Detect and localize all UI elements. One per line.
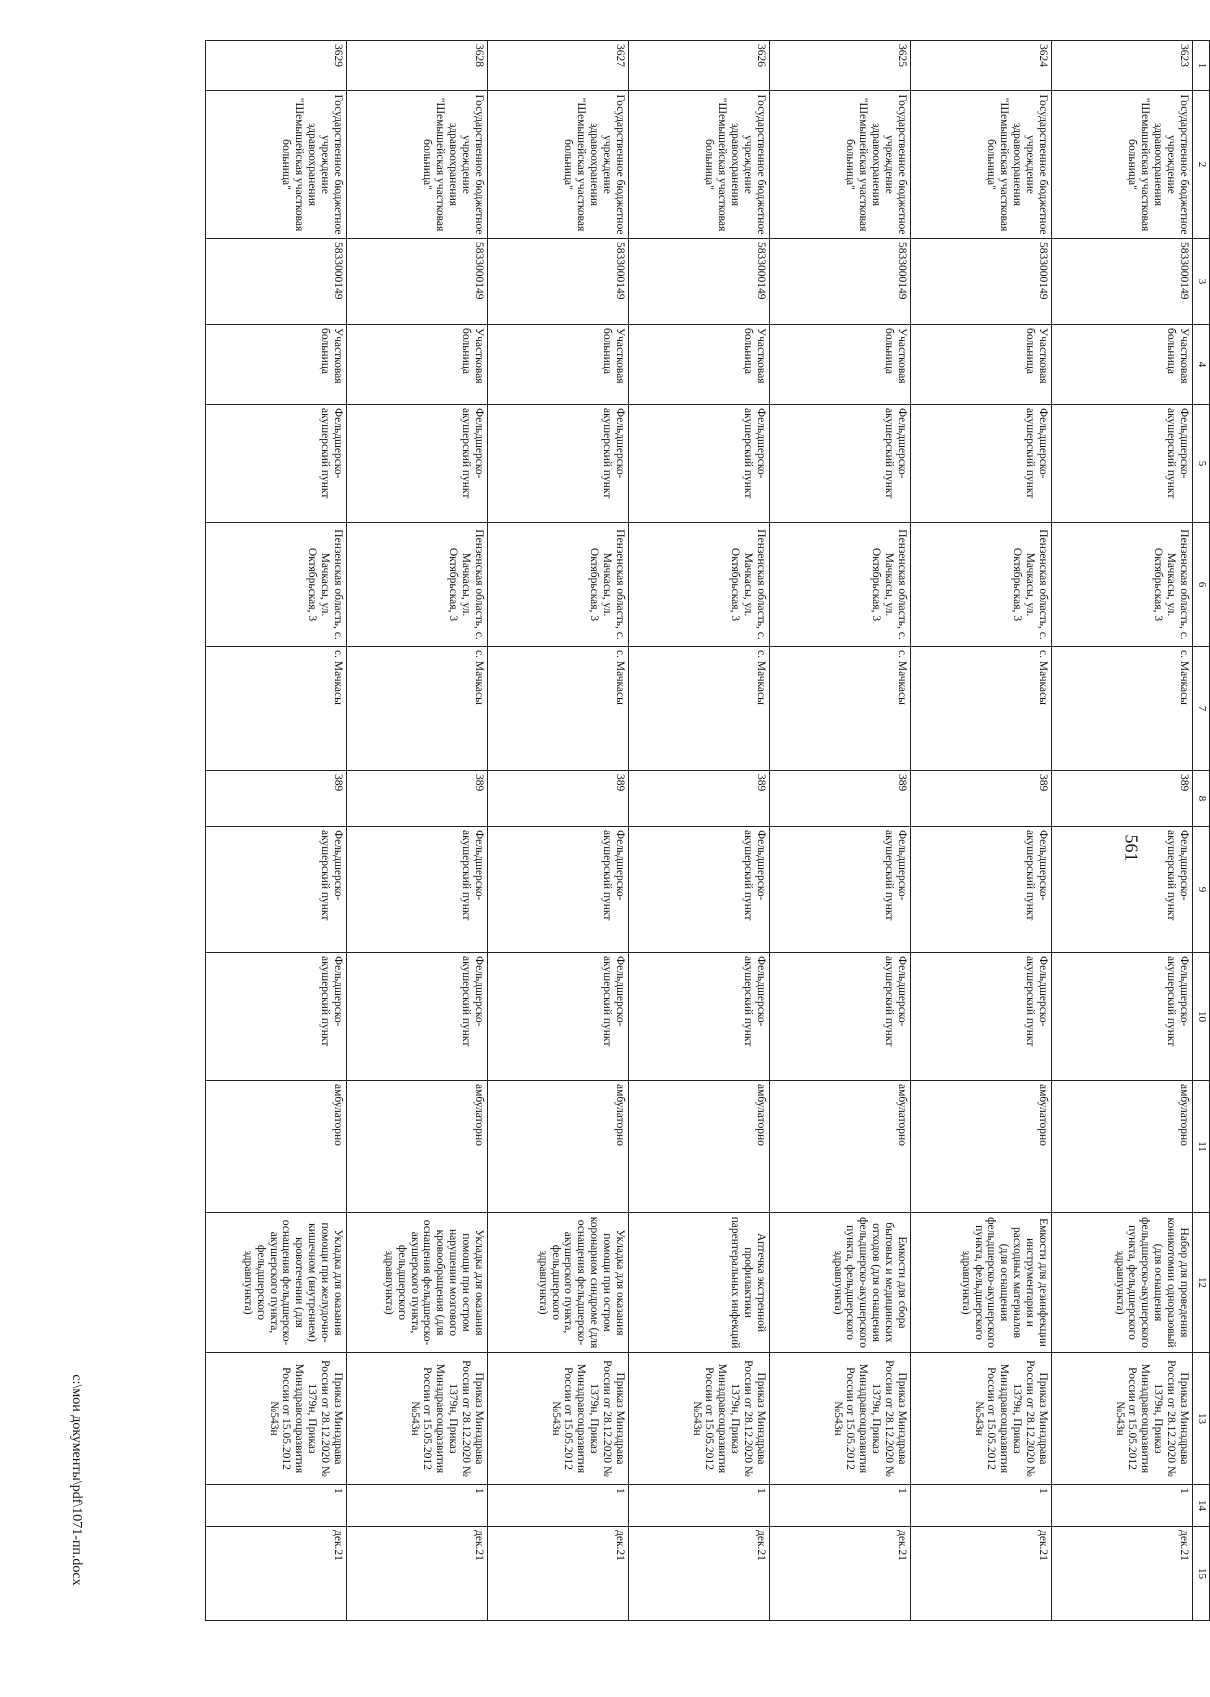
col-number: 9	[1193, 827, 1210, 953]
table-row	[347, 41, 488, 1621]
footer-file-path: c:\мои документы\pdf\1071-пп.docx	[69, 1374, 84, 1586]
cell-care-form: амбулаторно	[770, 1081, 911, 1213]
cell-address: Пензенская область, с. Мачкасы, ул. Октябрьская, 3	[770, 523, 911, 647]
cell-organization-type: Участковая больница	[347, 325, 488, 405]
table-row	[770, 41, 911, 1621]
cell-population: 389	[911, 771, 1052, 827]
cell-regulation: Приказ Минздрава России от 28.12.2020 № 1379н, Приказ Минздравсоцразвития России от 15.05.2012 №543н	[347, 1353, 488, 1485]
cell-equipment-name: Укладка для оказания помощи при остром нарушении мозгового кровообращения (для оснащения фельдшерско-акушерского пункта, фельдшерского здравпункта)	[347, 1213, 488, 1353]
cell-quantity: 1	[206, 1485, 347, 1527]
cell-settlement: с. Мачкасы	[911, 647, 1052, 771]
cell-organization-name: Государственное бюджетное учреждение здравоохранения "Шемышейская участковая больница"	[347, 91, 488, 239]
cell-organization-type: Участковая больница	[1052, 325, 1193, 405]
cell-organization-name: Государственное бюджетное учреждение здравоохранения "Шемышейская участковая больница"	[911, 91, 1052, 239]
cell-organization-type: Участковая больница	[770, 325, 911, 405]
cell-population: 389	[488, 771, 629, 827]
cell-address: Пензенская область, с. Мачкасы, ул. Октябрьская, 3	[629, 523, 770, 647]
cell-facility-kind: Фельдшерско-акушерский пункт	[206, 953, 347, 1081]
col-number: 13	[1193, 1353, 1210, 1485]
cell-facility-type: Фельдшерско-акушерский пункт	[488, 827, 629, 953]
col-number: 1	[1193, 41, 1210, 91]
cell-care-form: амбулаторно	[347, 1081, 488, 1213]
cell-quantity: 1	[911, 1485, 1052, 1527]
cell-regulation: Приказ Минздрава России от 28.12.2020 № 1379н, Приказ Минздравсоцразвития России от 15.05.2012 №543н	[1052, 1353, 1193, 1485]
cell-organization-name: Государственное бюджетное учреждение здравоохранения "Шемышейская участковая больница"	[206, 91, 347, 239]
cell-facility-type: Фельдшерско-акушерский пункт	[629, 827, 770, 953]
cell-deadline: дек.21	[347, 1527, 488, 1621]
cell-settlement: с. Мачкасы	[1052, 647, 1193, 771]
cell-row-number: 3627	[488, 41, 629, 91]
cell-subdivision: Фельдшерско-акушерский пункт	[488, 405, 629, 523]
table-row	[629, 41, 770, 1621]
cell-care-form: амбулаторно	[629, 1081, 770, 1213]
cell-inn: 5833000149	[1052, 239, 1193, 325]
cell-address: Пензенская область, с. Мачкасы, ул. Октябрьская, 3	[911, 523, 1052, 647]
col-number: 12	[1193, 1213, 1210, 1353]
page-number: 561	[1121, 834, 1142, 862]
landscape-page	[176, 40, 1210, 1620]
cell-equipment-name: Емкости для сбора бытовых и медицинских отходов (для оснащения фельдшерско-акушерского пункта, фельдшерского здравпункта)	[770, 1213, 911, 1353]
column-number-row	[1193, 41, 1210, 1621]
cell-regulation: Приказ Минздрава России от 28.12.2020 № 1379н, Приказ Минздравсоцразвития России от 15.05.2012 №543н	[488, 1353, 629, 1485]
cell-deadline: дек.21	[770, 1527, 911, 1621]
cell-deadline: дек.21	[488, 1527, 629, 1621]
cell-facility-kind: Фельдшерско-акушерский пункт	[770, 953, 911, 1081]
cell-subdivision: Фельдшерско-акушерский пункт	[206, 405, 347, 523]
col-number: 8	[1193, 771, 1210, 827]
cell-care-form: амбулаторно	[206, 1081, 347, 1213]
cell-care-form: амбулаторно	[911, 1081, 1052, 1213]
cell-subdivision: Фельдшерско-акушерский пункт	[770, 405, 911, 523]
col-number: 7	[1193, 647, 1210, 771]
table-row	[1052, 41, 1193, 1621]
cell-settlement: с. Мачкасы	[629, 647, 770, 771]
cell-quantity: 1	[770, 1485, 911, 1527]
cell-equipment-name: Емкости для дезинфекции инструментария и расходных материалов (для оснащения фельдшерско-акушерского пункта, фельдшерского здравпункта)	[911, 1213, 1052, 1353]
cell-settlement: с. Мачкасы	[770, 647, 911, 771]
cell-row-number: 3626	[629, 41, 770, 91]
cell-facility-type: Фельдшерско-акушерский пункт	[1052, 827, 1193, 953]
cell-organization-type: Участковая больница	[629, 325, 770, 405]
cell-inn: 5833000149	[911, 239, 1052, 325]
cell-inn: 5833000149	[488, 239, 629, 325]
cell-facility-kind: Фельдшерско-акушерский пункт	[488, 953, 629, 1081]
cell-organization-type: Участковая больница	[911, 325, 1052, 405]
cell-quantity: 1	[629, 1485, 770, 1527]
cell-quantity: 1	[1052, 1485, 1193, 1527]
cell-organization-name: Государственное бюджетное учреждение здравоохранения "Шемышейская участковая больница"	[1052, 91, 1193, 239]
cell-quantity: 1	[488, 1485, 629, 1527]
col-number: 6	[1193, 523, 1210, 647]
cell-inn: 5833000149	[770, 239, 911, 325]
cell-organization-name: Государственное бюджетное учреждение здравоохранения "Шемышейская участковая больница"	[629, 91, 770, 239]
cell-inn: 5833000149	[206, 239, 347, 325]
cell-population: 389	[629, 771, 770, 827]
table-row	[488, 41, 629, 1621]
cell-deadline: дек.21	[629, 1527, 770, 1621]
cell-address: Пензенская область, с. Мачкасы, ул. Октябрьская, 3	[347, 523, 488, 647]
cell-settlement: с. Мачкасы	[488, 647, 629, 771]
cell-organization-name: Государственное бюджетное учреждение здравоохранения "Шемышейская участковая больница"	[770, 91, 911, 239]
cell-population: 389	[1052, 771, 1193, 827]
cell-subdivision: Фельдшерско-акушерский пункт	[1052, 405, 1193, 523]
cell-settlement: с. Мачкасы	[206, 647, 347, 771]
cell-organization-type: Участковая больница	[488, 325, 629, 405]
cell-inn: 5833000149	[347, 239, 488, 325]
cell-deadline: дек.21	[206, 1527, 347, 1621]
cell-population: 389	[206, 771, 347, 827]
cell-facility-type: Фельдшерско-акушерский пункт	[770, 827, 911, 953]
cell-facility-kind: Фельдшерско-акушерский пункт	[1052, 953, 1193, 1081]
cell-equipment-name: Аптечка экстренной профилактики парентеральных инфекций	[629, 1213, 770, 1353]
cell-subdivision: Фельдшерско-акушерский пункт	[911, 405, 1052, 523]
cell-regulation: Приказ Минздрава России от 28.12.2020 № 1379н, Приказ Минздравсоцразвития России от 15.05.2012 №543н	[770, 1353, 911, 1485]
cell-equipment-name: Укладка для оказания помощи при желудочно-кишечном (внутреннем) кровотечении (для оснащения фельдшерско-акушерского пункта, фельдшерского здравпункта)	[206, 1213, 347, 1353]
cell-equipment-name: Укладка для оказания помощи при остром коронарном синдроме (для оснащения фельдшерско-акушерского пункта, фельдшерского здравпункта)	[488, 1213, 629, 1353]
cell-organization-name: Государственное бюджетное учреждение здравоохранения "Шемышейская участковая больница"	[488, 91, 629, 239]
cell-address: Пензенская область, с. Мачкасы, ул. Октябрьская, 3	[488, 523, 629, 647]
cell-address: Пензенская область, с. Мачкасы, ул. Октябрьская, 3	[206, 523, 347, 647]
col-number: 11	[1193, 1081, 1210, 1213]
cell-deadline: дек.21	[1052, 1527, 1193, 1621]
cell-facility-kind: Фельдшерско-акушерский пункт	[347, 953, 488, 1081]
cell-care-form: амбулаторно	[488, 1081, 629, 1213]
cell-facility-type: Фельдшерско-акушерский пункт	[347, 827, 488, 953]
cell-equipment-name: Набор для проведения коникотомии одноразовый (для оснащения фельдшерско-акушерского пункта, фельдшерского здравпункта)	[1052, 1213, 1193, 1353]
cell-organization-type: Участковая больница	[206, 325, 347, 405]
cell-quantity: 1	[347, 1485, 488, 1527]
table-row	[206, 41, 347, 1621]
cell-row-number: 3624	[911, 41, 1052, 91]
cell-deadline: дек.21	[911, 1527, 1052, 1621]
cell-regulation: Приказ Минздрава России от 28.12.2020 № 1379н, Приказ Минздравсоцразвития России от 15.05.2012 №543н	[206, 1353, 347, 1485]
col-number: 4	[1193, 325, 1210, 405]
cell-address: Пензенская область, с. Мачкасы, ул. Октябрьская, 3	[1052, 523, 1193, 647]
cell-row-number: 3629	[206, 41, 347, 91]
cell-subdivision: Фельдшерско-акушерский пункт	[629, 405, 770, 523]
col-number: 10	[1193, 953, 1210, 1081]
cell-population: 389	[770, 771, 911, 827]
cell-facility-type: Фельдшерско-акушерский пункт	[206, 827, 347, 953]
cell-regulation: Приказ Минздрава России от 28.12.2020 № 1379н, Приказ Минздравсоцразвития России от 15.05.2012 №543н	[629, 1353, 770, 1485]
col-number: 2	[1193, 91, 1210, 239]
table-rotation-frame	[176, 40, 1210, 1620]
col-number: 3	[1193, 239, 1210, 325]
cell-regulation: Приказ Минздрава России от 28.12.2020 № 1379н, Приказ Минздравсоцразвития России от 15.05.2012 №543н	[911, 1353, 1052, 1485]
equipment-table	[205, 40, 1210, 1621]
cell-subdivision: Фельдшерско-акушерский пункт	[347, 405, 488, 523]
cell-row-number: 3623	[1052, 41, 1193, 91]
cell-care-form: амбулаторно	[1052, 1081, 1193, 1213]
col-number: 5	[1193, 405, 1210, 523]
cell-population: 389	[347, 771, 488, 827]
cell-row-number: 3625	[770, 41, 911, 91]
cell-settlement: с. Мачкасы	[347, 647, 488, 771]
cell-facility-kind: Фельдшерско-акушерский пункт	[629, 953, 770, 1081]
cell-facility-type: Фельдшерско-акушерский пункт	[911, 827, 1052, 953]
col-number: 15	[1193, 1527, 1210, 1621]
cell-row-number: 3628	[347, 41, 488, 91]
cell-inn: 5833000149	[629, 239, 770, 325]
cell-facility-kind: Фельдшерско-акушерский пункт	[911, 953, 1052, 1081]
col-number: 14	[1193, 1485, 1210, 1527]
table-row	[911, 41, 1052, 1621]
